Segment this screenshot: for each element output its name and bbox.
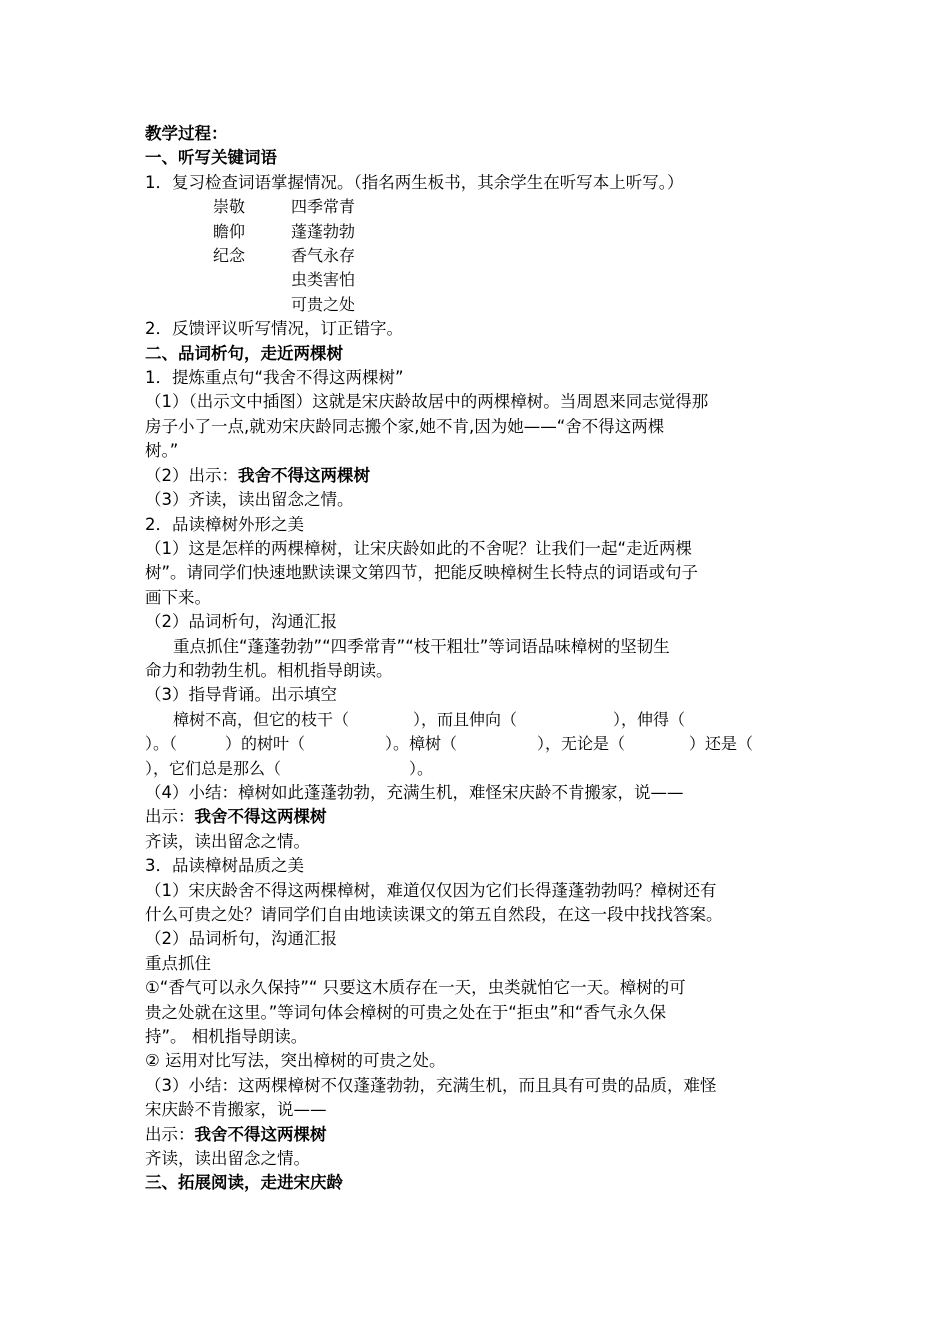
vocab-word: 香气永存	[291, 246, 356, 266]
vocab-row	[145, 195, 813, 219]
paragraph: 树。”	[145, 441, 179, 461]
paragraph: 画下来。	[145, 587, 211, 607]
paragraph: （3）指导背诵。出示填空	[145, 685, 337, 705]
paragraph: 树”。请同学们快速地默读课文第四节，把能反映樟树生长特点的词语或句子	[145, 563, 699, 583]
paragraph: （1）这是怎样的两棵樟树，让宋庆龄如此的不舍呢？让我们一起“走近两棵	[145, 538, 693, 558]
key-sentence: 我舍不得这两棵树	[238, 465, 370, 485]
vocab-word: 崇敬	[213, 197, 246, 217]
paragraph: 2．品读樟树外形之美	[145, 514, 304, 534]
paragraph: 房子小了一点,就劝宋庆龄同志搬个家,她不肯,因为她——“舍不得这两棵	[145, 416, 665, 436]
section-1-title: 一、听写关键词语	[145, 148, 277, 168]
paragraph: ② 运用对比写法，突出樟树的可贵之处。	[145, 1051, 446, 1071]
paragraph	[145, 1123, 813, 1147]
show-label: 出示：	[145, 1124, 195, 1144]
show-label: （2）出示：	[145, 465, 238, 485]
paragraph: （4）小结：樟树如此蓬蓬勃勃，充满生机，难怪宋庆龄不肯搬家，说——	[145, 782, 684, 802]
section-3-title: 三、拓展阅读，走进宋庆龄	[145, 1173, 343, 1193]
document-page	[145, 122, 813, 1196]
paragraph: 重点抓住	[145, 953, 211, 973]
vocab-row	[145, 244, 813, 268]
vocab-word: 四季常青	[291, 197, 356, 217]
paragraph: 贵之处就在这里。”等词句体会樟树的可贵之处在于“拒虫”和“香气永久保	[145, 1002, 666, 1022]
heading: 教学过程：	[145, 124, 228, 143]
section-2-title: 二、品词析句，走近两棵树	[145, 343, 343, 363]
paragraph: 齐读，读出留念之情。	[145, 1149, 310, 1169]
key-sentence: 我舍不得这两棵树	[194, 807, 327, 827]
paragraph: 1．复习检查词语掌握情况。（指名两生板书，其余学生在听写本上听写。）	[145, 172, 684, 192]
show-label: 出示：	[145, 807, 195, 827]
paragraph: （1）宋庆龄舍不得这两棵樟树，难道仅仅因为它们长得蓬蓬勃勃吗？樟树还有	[145, 880, 717, 900]
paragraph: （2）品词析句，沟通汇报	[145, 929, 337, 949]
vocab-word: 纪念	[213, 246, 246, 266]
paragraph: 3．品读樟树品质之美	[145, 856, 304, 876]
vocab-row	[145, 268, 813, 292]
paragraph: 1．提炼重点句“我舍不得这两棵树”	[145, 368, 404, 388]
vocab-word: 蓬蓬勃勃	[291, 221, 356, 241]
paragraph: （3）小结：这两棵樟树不仅蓬蓬勃勃，充满生机，而且具有可贵的品质，难怪	[145, 1075, 717, 1095]
paragraph: 命力和勃勃生机。相机指导朗读。	[145, 660, 393, 680]
vocab-word: 可贵之处	[291, 294, 356, 314]
paragraph: 持”。 相机指导朗读。	[145, 1027, 308, 1047]
paragraph: 重点抓住“蓬蓬勃勃”“四季常青”“枝干粗壮”等词语品味樟树的坚韧生	[173, 636, 670, 656]
vocab-row	[145, 293, 813, 317]
fill-in-blank: ）。（ ）的树叶（ ）。樟树（ ），无论是（ ）还是（	[145, 734, 754, 754]
key-sentence: 我舍不得这两棵树	[194, 1124, 327, 1144]
vocab-word: 瞻仰	[213, 221, 246, 241]
paragraph: 2．反馈评议听写情况，订正错字。	[145, 319, 403, 339]
paragraph: 齐读，读出留念之情。	[145, 831, 310, 851]
paragraph: 什么可贵之处？请同学们自由地读读课文的第五自然段，在这一段中找找答案。	[145, 905, 723, 924]
paragraph: （3）齐读，读出留念之情。	[145, 490, 354, 510]
paragraph: ①“香气可以永久保持”“ 只要这木质存在一天，虫类就怕它一天。樟树的可	[145, 978, 686, 998]
fill-in-blank: 樟树不高，但它的枝干（ ），而且伸向（ ），伸得（	[173, 709, 686, 729]
vocab-word: 虫类害怕	[291, 270, 356, 290]
paragraph: 宋庆龄不肯搬家，说——	[145, 1100, 327, 1120]
paragraph: （1）（出示文中插图）这就是宋庆龄故居中的两棵樟树。当周恩来同志觉得那	[145, 392, 709, 412]
paragraph: （2）品词析句，沟通汇报	[145, 612, 337, 632]
paragraph	[145, 464, 813, 488]
paragraph	[145, 805, 813, 829]
fill-in-blank: ），它们总是那么（ ）。	[145, 758, 434, 778]
vocab-list	[145, 195, 813, 317]
vocab-row	[145, 220, 813, 244]
